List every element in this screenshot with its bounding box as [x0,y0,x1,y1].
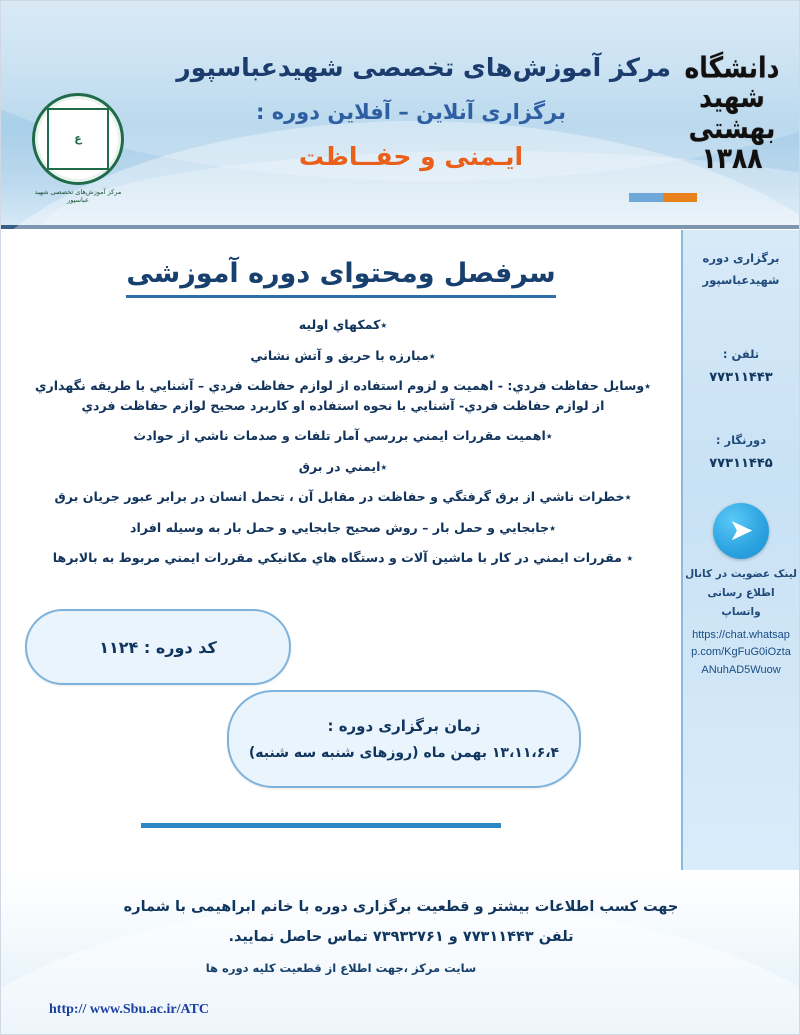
course-name-title: ایـمنی و حفــاظت [298,142,524,171]
center-website-link[interactable]: http:// www.Sbu.ac.ir/ATC [49,1002,209,1017]
footer-line-2: تلفن ۷۷۳۱۱۴۴۳ و ۷۳۹۳۲۷۶۱ تماس حاصل نمایید. [228,929,574,946]
university-logo-mark: دانشگاه شهید بهشتی ۱۳۸۸ [684,50,780,175]
page-title-text: سرفصل ومحتوای دوره آموزشی [126,258,555,298]
list-item: ٭مبارزه با حريق و آتش نشاني [250,347,436,363]
footer-note: سایت مرکز ،جهت اطلاع از قطعیت کلیه دوره ها [205,960,477,975]
list-item: ٭ مقررات ايمني در كار با ماشين آلات و دستگاه هاي مكانيكي مقررات ايمني مربوط به بالابرها [52,550,634,566]
venue-value: شهیدعباسپور [702,272,780,287]
list-item: ٭اهميت مقررات ايمني بررسي آمار تلفات و صدمات ناشي از حوادث [133,428,553,444]
sidebar-phone [683,344,799,391]
venue-label: برگزاری دوره [702,251,780,265]
telegram-icon[interactable]: ➤ [713,503,769,559]
sidebar-link-caption [683,565,799,622]
center-logo [23,93,133,203]
whatsapp-group-link[interactable]: https://chat.whatsapp.com/KgFuG0iOztaANuhAD5Wuow [691,629,791,676]
fax-value: ۷۷۳۱۱۴۴۵ [709,456,773,472]
list-item: ٭جابجايي و حمل بار – روش صحيح جابجايي و حمل بار به وسيله افراد [130,519,556,535]
list-item: ٭خطرات ناشي از برق گرفتگي و حفاظت در مقابل آن ، تحمل انسان در برابر عبور جريان برق [54,489,632,505]
university-logo [679,50,785,175]
phone-label: تلفن : [722,346,760,361]
sidebar-fax [683,430,799,477]
organization-title: مرکز آموزش‌های تخصصی شهیدعباسپور [176,53,671,82]
poster-footer [1,870,800,1035]
course-date-badge [227,690,581,788]
center-logo-caption: مرکز آموزش‌های تخصصی شهید عباسپور [34,188,122,204]
content-divider [141,823,501,828]
footer-contact-block [1,870,800,975]
center-seal-inner-icon: ع [47,108,109,170]
course-date-value: ۱۳،۱۱،۶،۴ بهمن ماه (روزهای شنبه سه شنبه) [248,745,560,761]
course-code-text: کد دوره : ۱۱۲۴ [99,637,217,657]
orange-tab-decoration [663,193,697,202]
info-sidebar [681,230,799,870]
footer-line-1: جهت کسب اطلاعات بیشتر و قطعیت برگزاری دوره با خانم ابراهیمی با شماره [123,899,679,915]
syllabus-list [27,315,659,568]
course-date-label: زمان برگزاری دوره : [327,717,481,735]
header-divider [1,225,800,229]
list-item: ٭ايمني در برق [298,458,388,474]
list-item: ٭کمکهاي اوليه [298,317,388,332]
center-seal-icon [32,93,124,185]
link-caption-line-2: اطلاع رسانی [707,586,775,599]
fax-label: دورنگار : [715,433,767,448]
phone-value: ۷۷۳۱۱۴۴۳ [709,369,773,385]
link-caption-line-3: واتساپ [721,605,761,618]
main-content [1,230,681,870]
header-title-block [141,53,681,171]
sidebar-venue [683,248,799,292]
poster-header [1,1,800,229]
course-code-badge [25,609,291,685]
list-item: ٭وسايل حفاظت فردي: - اهميت و لزوم استفاده از لوازم حفاظت فردي – آشنايي با طريقه نگهداري از لوازم حفاظت فردي- آشنايي با نحوه استفاده او كاربرد صحيح لوازم حفاظت فردي [34,378,652,413]
blue-tab-decoration [629,193,663,202]
course-mode-subtitle: برگزاری آنلاین – آفلاین دوره : [255,100,567,124]
link-caption-line-1: لینک عضویت در کانال [685,567,797,580]
page-title [1,258,681,289]
